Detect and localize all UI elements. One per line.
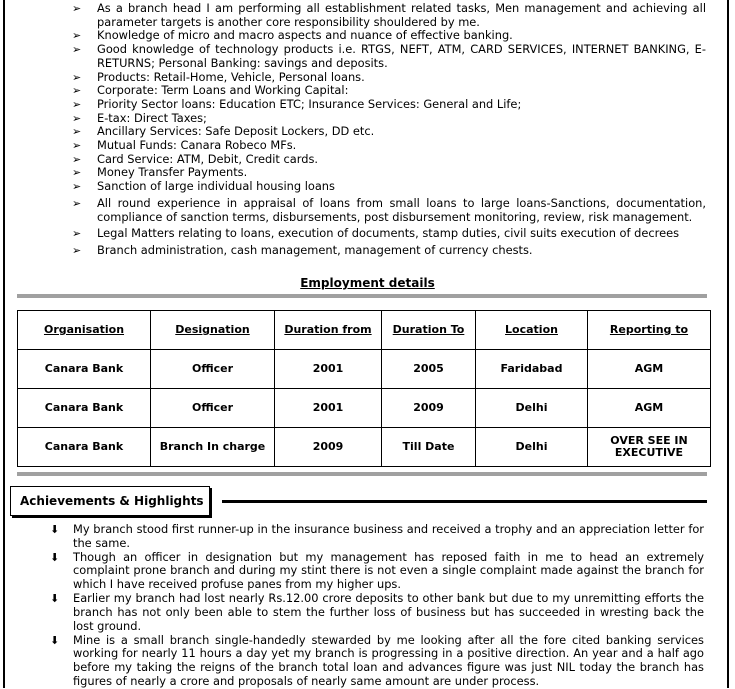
page-border-left <box>3 0 5 688</box>
skill-item: ➢ Priority Sector loans: Education ETC; Insurance Services: General and Life; <box>72 96 522 111</box>
skill-item: ➢ Card Service: ATM, Debit, Credit cards. <box>72 151 319 166</box>
table-cell: AGM <box>588 350 711 389</box>
skill-item: ➢ Sanction of large individual housing loans <box>72 179 335 194</box>
table-cell: 2009 <box>382 389 476 428</box>
page-border-right <box>727 0 729 688</box>
arrow-bullet-icon: ➢ <box>72 166 82 180</box>
table-cell: Canara Bank <box>18 350 151 389</box>
table-cell: Canara Bank <box>18 389 151 428</box>
heading-rule <box>222 500 707 503</box>
table-cell: Officer <box>151 350 275 389</box>
section-divider <box>17 472 707 476</box>
arrow-bullet-icon: ➢ <box>72 43 82 57</box>
employment-table <box>17 310 711 467</box>
table-cell: AGM <box>588 389 711 428</box>
skill-item: ➢ Knowledge of micro and macro aspects and nuance of effective banking. <box>72 28 513 43</box>
column-header: Designation <box>151 311 275 350</box>
skill-item: ➢ Corporate: Term Loans and Working Capital: <box>72 83 349 98</box>
table-cell: Delhi <box>476 428 588 467</box>
table-cell: 2009 <box>275 428 382 467</box>
skill-item: ➢ Good knowledge of technology products i.e. RTGS, NEFT, ATM, CARD SERVICES, INTERNET BANKING, E-RETURNS; Personal Banking: savings and deposits. <box>72 42 706 70</box>
arrow-bullet-icon: ➢ <box>72 84 82 98</box>
arrow-bullet-icon: ➢ <box>72 125 82 139</box>
column-header: Duration from <box>275 311 382 350</box>
arrow-down-bullet-icon: ⬇ <box>50 592 60 606</box>
column-header: Organisation <box>18 311 151 350</box>
table-cell: 2005 <box>382 350 476 389</box>
arrow-down-bullet-icon: ⬇ <box>50 633 60 647</box>
section-divider <box>17 294 707 298</box>
column-header: Location <box>476 311 588 350</box>
table-row <box>18 389 711 428</box>
skill-item: ➢ As a branch head I am performing all establishment related tasks, Men management and achieving all parameter targets is another core responsibility shouldered by me. <box>72 1 706 29</box>
arrow-bullet-icon: ➢ <box>72 196 82 210</box>
table-cell: Branch In charge <box>151 428 275 467</box>
table-cell: Delhi <box>476 389 588 428</box>
skill-item: ➢ Money Transfer Payments. <box>72 165 248 180</box>
table-row <box>18 428 711 467</box>
table-header-row <box>18 311 711 350</box>
achievement-item: ⬇ Earlier my branch had lost nearly Rs.12.00 crore deposits to other bank but due to my unremitting efforts the branch has not only been able to stem the further loss of business but has succeeded in wresting back the lost ground. <box>50 591 704 633</box>
skill-item: ➢ Mutual Funds: Canara Robeco MFs. <box>72 138 297 153</box>
skills-list <box>72 2 706 258</box>
table-cell: 2001 <box>275 350 382 389</box>
skill-item: ➢ Products: Retail-Home, Vehicle, Personal loans. <box>72 69 365 84</box>
arrow-bullet-icon: ➢ <box>72 139 82 153</box>
arrow-down-bullet-icon: ⬇ <box>50 550 60 564</box>
arrow-bullet-icon: ➢ <box>72 97 82 111</box>
achievement-item: ⬇ Mine is a small branch single-handedly stewarded by me looking after all the fore cited banking services working for nearly 11 hours a day yet my branch is progressing in a positive direction. An year and a half ago before my taking the reigns of the branch total loan and advances figure was just NIL today the branch has figures of nearly a crore and proposals of nearly same amount are under process. <box>50 632 704 688</box>
table-cell: OVER SEE IN EXECUTIVE <box>588 428 711 467</box>
column-header: Duration To <box>382 311 476 350</box>
arrow-bullet-icon: ➢ <box>72 70 82 84</box>
skill-item: ➢ E-tax: Direct Taxes; <box>72 110 207 125</box>
arrow-down-bullet-icon: ⬇ <box>50 523 60 536</box>
column-header: Reporting to <box>588 311 711 350</box>
table-cell: Faridabad <box>476 350 588 389</box>
table-cell: Canara Bank <box>18 428 151 467</box>
arrow-bullet-icon: ➢ <box>72 111 82 125</box>
achievements-list <box>50 523 704 689</box>
arrow-bullet-icon: ➢ <box>72 29 82 43</box>
skill-item: ➢ Ancillary Services: Safe Deposit Lockers, DD etc. <box>72 124 375 139</box>
arrow-bullet-icon: ➢ <box>72 243 82 257</box>
achievements-heading: Achievements & Highlights <box>20 494 204 508</box>
table-cell: 2001 <box>275 389 382 428</box>
skill-item: ➢ Legal Matters relating to loans, execution of documents, stamp duties, civil suits execution of decrees <box>72 226 680 241</box>
table-cell: Till Date <box>382 428 476 467</box>
table-row <box>18 350 711 389</box>
achievement-item: ⬇ My branch stood first runner-up in the insurance business and received a trophy and an appreciation letter for the same. <box>50 522 704 550</box>
arrow-bullet-icon: ➢ <box>72 152 82 166</box>
arrow-bullet-icon: ➢ <box>72 180 82 194</box>
achievements-heading-box <box>10 486 210 516</box>
employment-heading: Employment details <box>300 276 435 290</box>
skill-item: ➢ Branch administration, cash management, management of currency chests. <box>72 242 533 257</box>
arrow-bullet-icon: ➢ <box>72 227 82 241</box>
achievement-item: ⬇ Though an officer in designation but my management has reposed faith in me to head an extremely complaint prone branch and during my stint there is not even a single complaint made against the branch for which I have received profuse panes from my higher ups. <box>50 549 704 592</box>
arrow-bullet-icon: ➢ <box>72 2 82 15</box>
table-cell: Officer <box>151 389 275 428</box>
skill-item: ➢ All round experience in appraisal of loans from small loans to large loans-Sanctions, documentation, compliance of sanction terms, disbursements, post disbursement monitoring, review, risk management. <box>72 195 706 224</box>
